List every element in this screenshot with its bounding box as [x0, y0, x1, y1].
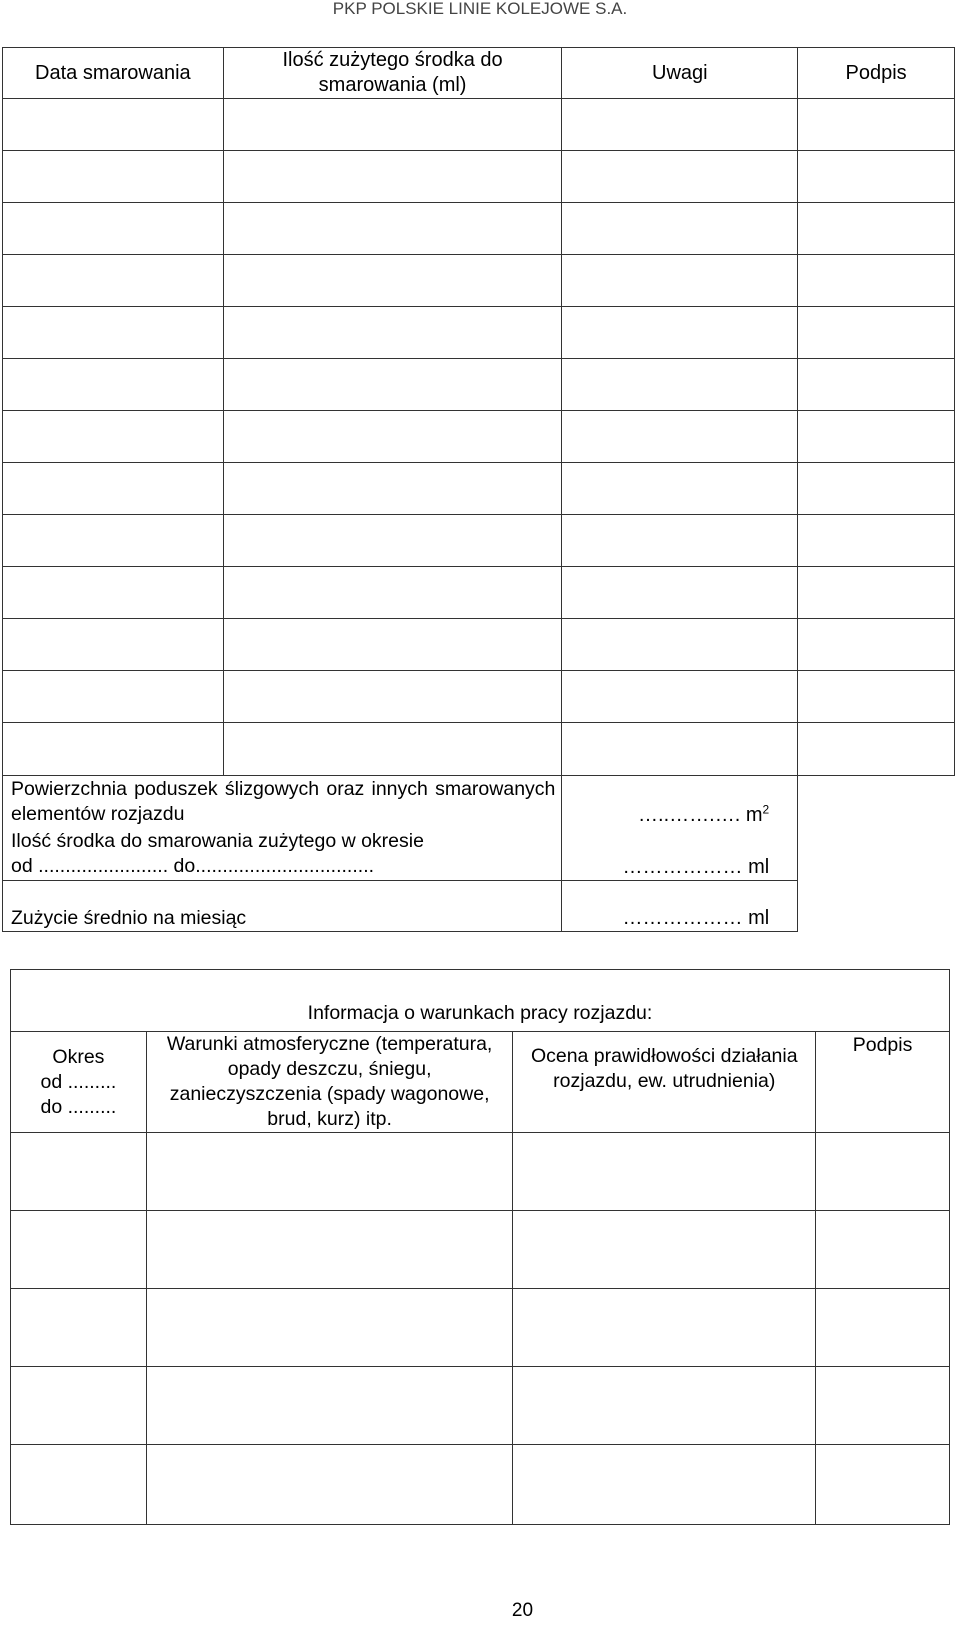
table-row — [3, 515, 955, 567]
table-row — [11, 1211, 950, 1289]
signature-header: Podpis — [816, 1032, 950, 1133]
surface-value: …..…….…. m — [638, 804, 763, 826]
operating-conditions-table — [10, 969, 950, 1525]
assessment-header: Ocena prawidłowości działania rozjazdu, ew. utrudnienia) — [513, 1032, 816, 1133]
column-header-signature: Podpis — [798, 48, 955, 99]
table-row — [3, 463, 955, 515]
summary-surface-row — [3, 776, 955, 829]
table-row — [3, 99, 955, 151]
table-row — [3, 203, 955, 255]
table-row — [3, 255, 955, 307]
conditions-title: Informacja o warunkach pracy rozjazdu: — [307, 1002, 653, 1024]
lubrication-log-table — [2, 47, 955, 932]
amount-value: ……………… ml — [622, 856, 770, 878]
column-header-remarks: Uwagi — [562, 48, 798, 99]
table-row — [3, 411, 955, 463]
amount-label-line-1: Ilość środka do smarowania zużytego w okresie — [11, 830, 424, 852]
period-header: Okres — [52, 1045, 105, 1068]
conditions-title-row — [11, 970, 950, 1032]
conditions-header-row — [11, 1032, 950, 1133]
table-row — [11, 1367, 950, 1445]
column-header-date: Data smarowania — [3, 48, 224, 99]
summary-amount-row — [3, 828, 955, 881]
column-header-amount: Ilość zużytego środka do smarowania (ml) — [223, 48, 562, 99]
period-to: do ......... — [40, 1095, 117, 1118]
table-row — [3, 151, 955, 203]
amount-label-line-2: od ........................ do................................. — [11, 855, 375, 877]
monthly-label: Zużycie średnio na miesiąc — [11, 907, 247, 929]
table-row — [3, 307, 955, 359]
table-row — [3, 359, 955, 411]
monthly-value: ……………… ml — [622, 907, 770, 929]
table-row — [3, 567, 955, 619]
table-row — [3, 619, 955, 671]
document-header: PKP POLSKIE LINIE KOLEJOWE S.A. — [332, 0, 628, 18]
table-row — [11, 1289, 950, 1367]
table-row — [11, 1445, 950, 1525]
table-header-row — [3, 48, 955, 99]
period-from: od ......... — [40, 1070, 117, 1093]
page-number: 20 — [511, 1600, 534, 1621]
summary-monthly-row — [3, 881, 955, 932]
surface-unit-superscript: 2 — [762, 802, 770, 817]
table-row — [3, 723, 955, 776]
table-row — [11, 1133, 950, 1211]
surface-label: Powierzchnia poduszek ślizgowych oraz innych smarowanych elementów rozjazdu — [11, 778, 556, 825]
weather-header: Warunki atmosferyczne (temperatura, opady deszczu, śniegu, zanieczyszczenia (spady wagonowe, brud, kurz) itp. — [146, 1032, 513, 1133]
table-row — [3, 671, 955, 723]
